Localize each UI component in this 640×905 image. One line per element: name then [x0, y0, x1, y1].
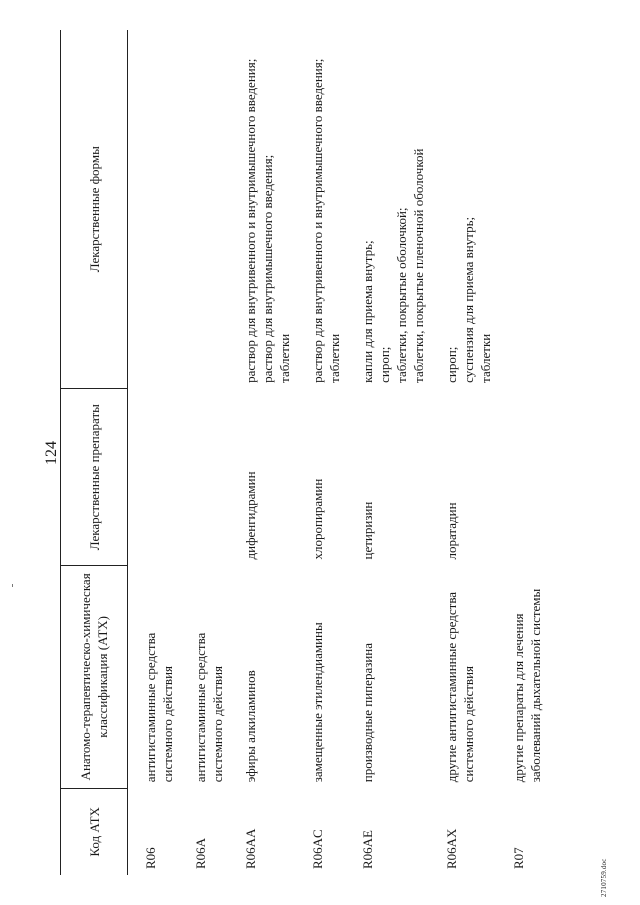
cell-forms: раствор для внутривенного и внутримышечного введения; таблетки: [310, 58, 342, 383]
cell-classification: производные пиперазина: [360, 642, 375, 783]
cell-drug: цетиризин: [360, 501, 375, 560]
cell-forms: [192, 30, 242, 389]
cell-drug: [128, 389, 193, 566]
header-drugs: Лекарственные препараты: [61, 389, 128, 566]
cell-classification: другие антигистаминные средства системного действия: [444, 591, 476, 783]
atx-table: [60, 30, 560, 875]
cell-forms: сироп; суспензия для приема внутрь; таблетки: [444, 216, 493, 383]
cell-forms: [128, 30, 193, 389]
header-forms: Лекарственные формы: [61, 30, 128, 389]
cell-classification: замещенные этилендиамины: [310, 622, 325, 783]
scan-mark: [12, 584, 13, 587]
table-row: [443, 30, 510, 875]
table-row: [242, 30, 309, 875]
table-header-row: [61, 30, 128, 875]
cell-drug: дифенгидрамин: [243, 471, 258, 560]
header-classification: Анатомо-терапевтическо-химическая классификация (АТХ): [61, 566, 128, 789]
cell-classification: другие препараты для лечения заболеваний дыхательной системы: [511, 588, 543, 783]
cell-code: R06AX: [444, 828, 459, 869]
cell-drug: [192, 389, 242, 566]
cell-classification: антигистаминные средства системного действия: [193, 632, 225, 783]
cell-forms: капли для приема внутрь; сироп; таблетки, покрытые оболочкой; таблетки, покрытые пленочной оболочкой: [360, 148, 426, 383]
cell-code: R06A: [193, 837, 208, 869]
cell-classification: эфиры алкиламинов: [243, 670, 258, 783]
cell-code: R06AA: [243, 828, 258, 869]
table-row: [128, 30, 193, 875]
cell-drug: хлоропирамин: [310, 478, 325, 560]
cell-forms: раствор для внутривенного и внутримышечного введения; раствор для внутримышечного введения; таблетки: [243, 58, 292, 383]
table-row: [192, 30, 242, 875]
table-row: [359, 30, 443, 875]
header-code: Код АТХ: [61, 788, 128, 875]
cell-forms: [510, 30, 560, 389]
cell-drug: [510, 389, 560, 566]
cell-code: R06: [143, 847, 158, 869]
table-row: [309, 30, 359, 875]
cell-code: R07: [511, 847, 526, 869]
cell-classification: антигистаминные средства системного действия: [143, 632, 175, 783]
cell-code: R06AC: [310, 829, 325, 869]
cell-drug: лоратадин: [444, 502, 459, 560]
document-file-footer: 2710759.doc: [600, 858, 608, 897]
page-number: 124: [43, 441, 60, 465]
cell-code: R06AE: [360, 830, 375, 869]
table-row: [510, 30, 560, 875]
